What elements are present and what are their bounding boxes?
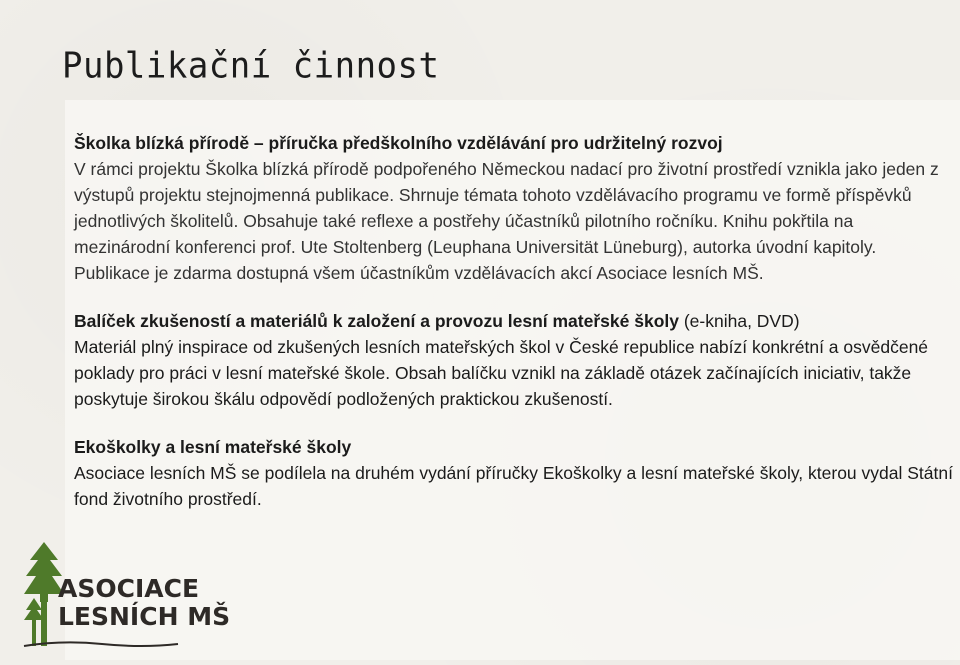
logo-line-2: LESNÍCH MŠ — [58, 602, 231, 631]
section-balicek — [74, 308, 954, 412]
content — [74, 130, 954, 534]
section-heading: Balíček zkušeností a materiálů k založení a provozu lesní mateřské školy — [74, 311, 679, 331]
page-title: Publikační činnost — [62, 45, 440, 87]
section-heading: Školka blízká přírodě – příručka předškolního vzdělávání pro udržitelný rozvoj — [74, 133, 723, 153]
section-ekoskolky — [74, 434, 954, 512]
logo-line-1: ASOCIACE — [58, 574, 200, 603]
section-body: V rámci projektu Školka blízká přírodě podpořeného Německou nadací pro životní prostředí vznikla jako jeden z výstupů projektu stejnojmenná publikace. Shrnuje témata tohoto vzdělávacího programu ve formě příspěvků jednotlivých školitelů. Obsahuje také reflexe a postřehy účastníků pilotního ročníku. Knihu pokřtila na mezinárodní konferenci prof. Ute Stoltenberg (Leuphana Universität Lüneburg), autorka úvodní kapitoly. Publikace je zdarma dostupná všem účastníkům vzdělávacích akcí Asociace lesních MŠ. — [74, 159, 939, 283]
section-skolka — [74, 130, 954, 286]
section-body: Materiál plný inspirace od zkušených lesních mateřských škol v České republice nabízí konkrétní a osvědčené poklady pro práci v lesní mateřské škole. Obsah balíčku vznikl na základě otázek začínajících iniciativ, takže poskytuje širokou škálu odpovědí podložených praktickou zkušeností. — [74, 337, 929, 409]
section-heading-suffix: (e-kniha, DVD) — [678, 311, 800, 331]
section-body: Asociace lesních MŠ se podílela na druhém vydání příručky Ekoškolky a lesní mateřské školy, kterou vydal Státní fond životního prostředí. — [74, 463, 953, 509]
logo-text — [58, 575, 230, 631]
section-heading: Ekoškolky a lesní mateřské školy — [74, 437, 352, 457]
